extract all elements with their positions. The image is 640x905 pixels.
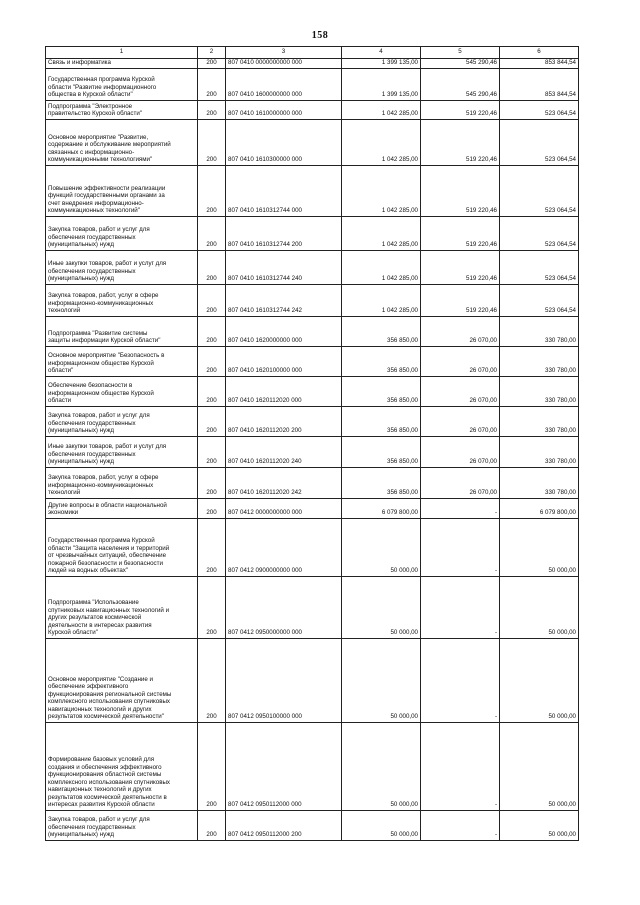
table-row <box>46 499 579 519</box>
row-admin-code: 200 <box>198 217 226 251</box>
row-budget-code: 807 0412 0000000000 000 <box>226 499 342 519</box>
row-amount-remaining: 523 064,54 <box>500 166 579 217</box>
row-amount-remaining: 330 780,00 <box>500 407 579 437</box>
row-admin-code: 200 <box>198 120 226 166</box>
table-header-row <box>46 47 579 59</box>
table-body <box>46 59 579 841</box>
row-name: Обеспечение безопасности в информационном обществе Курской области <box>46 377 198 407</box>
row-name: Закупка товаров, работ, услуг в сфере информационно-коммуникационных технологий <box>46 285 198 317</box>
row-amount-remaining: 853 844,54 <box>500 59 579 69</box>
row-amount-executed: - <box>421 519 500 577</box>
row-amount-planned: 50 000,00 <box>342 723 421 811</box>
row-admin-code: 200 <box>198 639 226 723</box>
row-amount-planned: 1 042 285,00 <box>342 217 421 251</box>
row-amount-remaining: 330 780,00 <box>500 317 579 347</box>
table-row <box>46 468 579 499</box>
row-admin-code: 200 <box>198 723 226 811</box>
row-amount-remaining: 6 079 800,00 <box>500 499 579 519</box>
row-budget-code: 807 0410 1610312744 200 <box>226 217 342 251</box>
row-budget-code: 807 0410 1620112020 000 <box>226 377 342 407</box>
row-name: Иные закупки товаров, работ и услуг для обеспечения государственных (муниципальных) нужд <box>46 437 198 468</box>
row-amount-remaining: 330 780,00 <box>500 377 579 407</box>
row-amount-executed: 545 290,46 <box>421 69 500 101</box>
row-amount-remaining: 523 064,54 <box>500 251 579 285</box>
row-name: Основное мероприятие "Создание и обеспечение эффективного функционирования региональной системы комплексного использования спутниковых навигационных технологий и других результатов космической деятельности" <box>46 639 198 723</box>
table-row <box>46 519 579 577</box>
row-amount-planned: 1 042 285,00 <box>342 285 421 317</box>
row-amount-executed: 26 070,00 <box>421 437 500 468</box>
row-budget-code: 807 0410 1610312744 000 <box>226 166 342 217</box>
row-admin-code: 200 <box>198 59 226 69</box>
row-name: Основное мероприятие "Безопасность в информационном обществе Курской области" <box>46 347 198 377</box>
table-row <box>46 59 579 69</box>
row-budget-code: 807 0412 0950112000 000 <box>226 723 342 811</box>
row-budget-code: 807 0412 0950000000 000 <box>226 577 342 639</box>
row-amount-planned: 50 000,00 <box>342 639 421 723</box>
row-amount-remaining: 50 000,00 <box>500 519 579 577</box>
row-admin-code: 200 <box>198 577 226 639</box>
row-budget-code: 807 0410 1610000000 000 <box>226 101 342 120</box>
row-amount-remaining: 50 000,00 <box>500 577 579 639</box>
row-amount-planned: 356 850,00 <box>342 317 421 347</box>
row-name: Закупка товаров, работ и услуг для обеспечения государственных (муниципальных) нужд <box>46 407 198 437</box>
row-amount-planned: 50 000,00 <box>342 519 421 577</box>
table-row <box>46 811 579 841</box>
column-header-6: 6 <box>500 47 579 59</box>
row-admin-code: 200 <box>198 811 226 841</box>
row-amount-remaining: 523 064,54 <box>500 120 579 166</box>
row-amount-planned: 50 000,00 <box>342 577 421 639</box>
row-admin-code: 200 <box>198 437 226 468</box>
row-amount-executed: 26 070,00 <box>421 347 500 377</box>
table-row <box>46 120 579 166</box>
row-name: Иные закупки товаров, работ и услуг для обеспечения государственных (муниципальных) нужд <box>46 251 198 285</box>
table-row <box>46 437 579 468</box>
row-amount-planned: 50 000,00 <box>342 811 421 841</box>
row-amount-planned: 6 079 800,00 <box>342 499 421 519</box>
row-admin-code: 200 <box>198 468 226 499</box>
row-budget-code: 807 0412 0950112000 200 <box>226 811 342 841</box>
row-budget-code: 807 0410 0000000000 000 <box>226 59 342 69</box>
row-name: Другие вопросы в области национальной экономики <box>46 499 198 519</box>
row-name: Государственная программа Курской области "Развитие информационного общества в Курской области" <box>46 69 198 101</box>
table-row <box>46 101 579 120</box>
row-amount-executed: 519 220,46 <box>421 101 500 120</box>
row-admin-code: 200 <box>198 347 226 377</box>
row-amount-remaining: 523 064,54 <box>500 101 579 120</box>
row-name: Повышение эффективности реализации функций государственными органами за счет внедрения информационно- коммуникационных технологий" <box>46 166 198 217</box>
row-amount-executed: 519 220,46 <box>421 251 500 285</box>
row-budget-code: 807 0412 0900000000 000 <box>226 519 342 577</box>
row-amount-planned: 1 399 135,00 <box>342 59 421 69</box>
row-name: Подпрограмма "Электронное правительство Курской области" <box>46 101 198 120</box>
column-header-1: 1 <box>46 47 198 59</box>
row-amount-remaining: 50 000,00 <box>500 723 579 811</box>
row-budget-code: 807 0412 0950100000 000 <box>226 639 342 723</box>
row-amount-remaining: 330 780,00 <box>500 437 579 468</box>
row-name: Связь и информатика <box>46 59 198 69</box>
row-budget-code: 807 0410 1620112020 200 <box>226 407 342 437</box>
row-amount-executed: 26 070,00 <box>421 468 500 499</box>
row-budget-code: 807 0410 1620000000 000 <box>226 317 342 347</box>
row-budget-code: 807 0410 1610312744 240 <box>226 251 342 285</box>
row-name: Закупка товаров, работ и услуг для обеспечения государственных (муниципальных) нужд <box>46 811 198 841</box>
row-budget-code: 807 0410 1600000000 000 <box>226 69 342 101</box>
table-row <box>46 577 579 639</box>
row-admin-code: 200 <box>198 69 226 101</box>
column-header-2: 2 <box>198 47 226 59</box>
row-budget-code: 807 0410 1610312744 242 <box>226 285 342 317</box>
row-name: Формирование базовых условий для создания и обеспечения эффективного функционирования областной системы комплексного использования спутниковых навигационных технологий и других результатов космической деятельности в интересах развития Курской области <box>46 723 198 811</box>
row-budget-code: 807 0410 1620100000 000 <box>226 347 342 377</box>
row-amount-executed: - <box>421 811 500 841</box>
row-amount-planned: 1 042 285,00 <box>342 120 421 166</box>
row-name: Закупка товаров, работ и услуг для обеспечения государственных (муниципальных) нужд <box>46 217 198 251</box>
row-amount-remaining: 50 000,00 <box>500 639 579 723</box>
row-budget-code: 807 0410 1620112020 242 <box>226 468 342 499</box>
budget-table <box>45 46 579 841</box>
row-budget-code: 807 0410 1610300000 000 <box>226 120 342 166</box>
table-row <box>46 723 579 811</box>
table-row <box>46 217 579 251</box>
row-admin-code: 200 <box>198 499 226 519</box>
table-row <box>46 407 579 437</box>
row-amount-executed: 519 220,46 <box>421 120 500 166</box>
row-budget-code: 807 0410 1620112020 240 <box>226 437 342 468</box>
row-name: Закупка товаров, работ, услуг в сфере информационно-коммуникационных технологий <box>46 468 198 499</box>
row-amount-executed: 26 070,00 <box>421 317 500 347</box>
row-admin-code: 200 <box>198 377 226 407</box>
row-name: Основное мероприятие "Развитие, содержание и обслуживание мероприятий связанных с информационно- коммуникационными технологиями" <box>46 120 198 166</box>
row-amount-executed: - <box>421 723 500 811</box>
table-row <box>46 69 579 101</box>
row-amount-planned: 356 850,00 <box>342 407 421 437</box>
row-name: Подпрограмма "Развитие системы защиты информации Курской области" <box>46 317 198 347</box>
column-header-3: 3 <box>226 47 342 59</box>
row-amount-executed: - <box>421 499 500 519</box>
row-amount-executed: - <box>421 639 500 723</box>
row-amount-executed: 26 070,00 <box>421 377 500 407</box>
table-row <box>46 317 579 347</box>
row-name: Государственная программа Курской области "Защита населения и территорий от чрезвычайных ситуаций, обеспечение пожарной безопасности и безопасности людей на водных объектах" <box>46 519 198 577</box>
row-amount-planned: 1 042 285,00 <box>342 101 421 120</box>
row-amount-planned: 356 850,00 <box>342 347 421 377</box>
row-name: Подпрограмма "Использование спутниковых навигационных технологий и других результатов космической деятельности в интересах развития Курской области" <box>46 577 198 639</box>
row-amount-remaining: 50 000,00 <box>500 811 579 841</box>
column-header-4: 4 <box>342 47 421 59</box>
row-amount-executed: 519 220,46 <box>421 285 500 317</box>
row-amount-planned: 1 042 285,00 <box>342 251 421 285</box>
row-admin-code: 200 <box>198 101 226 120</box>
row-amount-planned: 356 850,00 <box>342 468 421 499</box>
column-header-5: 5 <box>421 47 500 59</box>
table-row <box>46 166 579 217</box>
row-amount-executed: 519 220,46 <box>421 166 500 217</box>
row-amount-planned: 356 850,00 <box>342 377 421 407</box>
row-amount-remaining: 523 064,54 <box>500 217 579 251</box>
row-amount-executed: 519 220,46 <box>421 217 500 251</box>
row-amount-remaining: 853 844,54 <box>500 69 579 101</box>
row-admin-code: 200 <box>198 285 226 317</box>
row-amount-remaining: 330 780,00 <box>500 347 579 377</box>
table-row <box>46 285 579 317</box>
table-row <box>46 251 579 285</box>
row-amount-planned: 356 850,00 <box>342 437 421 468</box>
row-admin-code: 200 <box>198 317 226 347</box>
row-admin-code: 200 <box>198 251 226 285</box>
row-amount-planned: 1 399 135,00 <box>342 69 421 101</box>
row-admin-code: 200 <box>198 519 226 577</box>
row-amount-remaining: 523 064,54 <box>500 285 579 317</box>
table-row <box>46 639 579 723</box>
page-number: 158 <box>311 30 329 41</box>
row-amount-remaining: 330 780,00 <box>500 468 579 499</box>
row-amount-executed: - <box>421 577 500 639</box>
table-row <box>46 347 579 377</box>
table-row <box>46 377 579 407</box>
row-amount-executed: 545 290,46 <box>421 59 500 69</box>
row-admin-code: 200 <box>198 166 226 217</box>
row-admin-code: 200 <box>198 407 226 437</box>
row-amount-planned: 1 042 285,00 <box>342 166 421 217</box>
row-amount-executed: 26 070,00 <box>421 407 500 437</box>
